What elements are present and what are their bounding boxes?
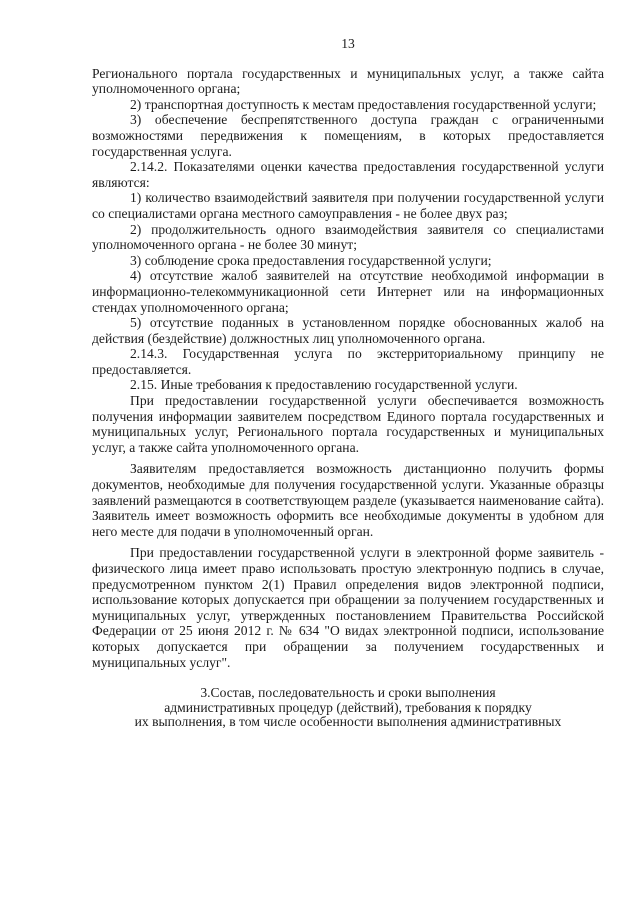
paragraph-interaction-count: 1) количество взаимодействий заявителя при получении государственной услуги со специалистами органа местного самоуправления - не более двух раз;: [92, 190, 604, 221]
paragraph-interaction-duration: 2) продолжительность одного взаимодействия заявителя со специалистами уполномоченного органа - не более 30 минут;: [92, 221, 604, 253]
paragraph-electronic-signature: При предоставлении государственной услуги в электронной форме заявитель - физического лица имеет право использовать простую электронную подпись в случае, предусмотренном пунктом 2(1) Правил определения видов электронной подписи, использование которых допускается при обращении за получением государственных и муниципальных услуг, утвержденных постановлением Правительства Российской Федерации от 25 июня 2012 г. № 634 "О видах электронной подписи, использование которых допускается при обращении за получением государственных и муниципальных услуг".: [92, 545, 604, 670]
paragraph-no-action-complaints: 5) отсутствие поданных в установленном порядке обоснованных жалоб на действия (бездействие) должностных лиц уполномоченного органа.: [92, 315, 604, 346]
section-heading-line: их выполнения, в том числе особенности выполнения административных: [134, 714, 562, 730]
paragraph-portal-continuation: Регионального портала государственных и муниципальных услуг, а также сайта уполномоченного органа;: [92, 65, 604, 97]
paragraph-information-access: При предоставлении государственной услуги обеспечивается возможность получения информации заявителем посредством Единого портала государственных и муниципальных услуг, Регионального портала государственных и муниципальных услуг, а также сайта уполномоченного органа.: [92, 393, 604, 455]
section-heading-line: 3.Состав, последовательность и сроки выполнения: [200, 685, 496, 701]
paragraph-quality-indicators-intro: 2.14.2. Показателями оценки качества предоставления государственной услуги являются:: [92, 159, 604, 190]
paragraph-remote-forms: Заявителям предоставляется возможность дистанционно получить формы документов, необходимые для получения государственной услуги. Указанные образцы заявлений размещаются в соответствующем разделе (указывается наименование сайта). Заявитель имеет возможность оформить все необходимые документы в удобном для него месте для подачи в уполномоченный орган.: [92, 461, 604, 539]
paragraph-transport-access: 2) транспортная доступность к местам предоставления государственной услуги;: [130, 96, 597, 112]
section-heading: [92, 686, 604, 730]
page-number: 13: [341, 36, 355, 51]
section-heading-line: административных процедур (действий), требования к порядку: [164, 699, 532, 715]
paragraph-no-info-complaints: 4) отсутствие жалоб заявителей на отсутствие необходимой информации в информационно-телекоммуникационной сети Интернет или на информационных стендах уполномоченного органа;: [92, 268, 604, 315]
paragraph-other-requirements: 2.15. Иные требования к предоставлению государственной услуги.: [130, 377, 518, 393]
paragraph-unobstructed-access: 3) обеспечение беспрепятственного доступа граждан с ограниченными возможностями передвижения к помещениям, в которых предоставляется государственная услуга.: [92, 112, 604, 159]
paragraph-extraterritorial: 2.14.3. Государственная услуга по экстерриториальному принципу не предоставляется.: [92, 346, 604, 377]
paragraph-deadline-compliance: 3) соблюдение срока предоставления государственной услуги;: [130, 252, 492, 268]
